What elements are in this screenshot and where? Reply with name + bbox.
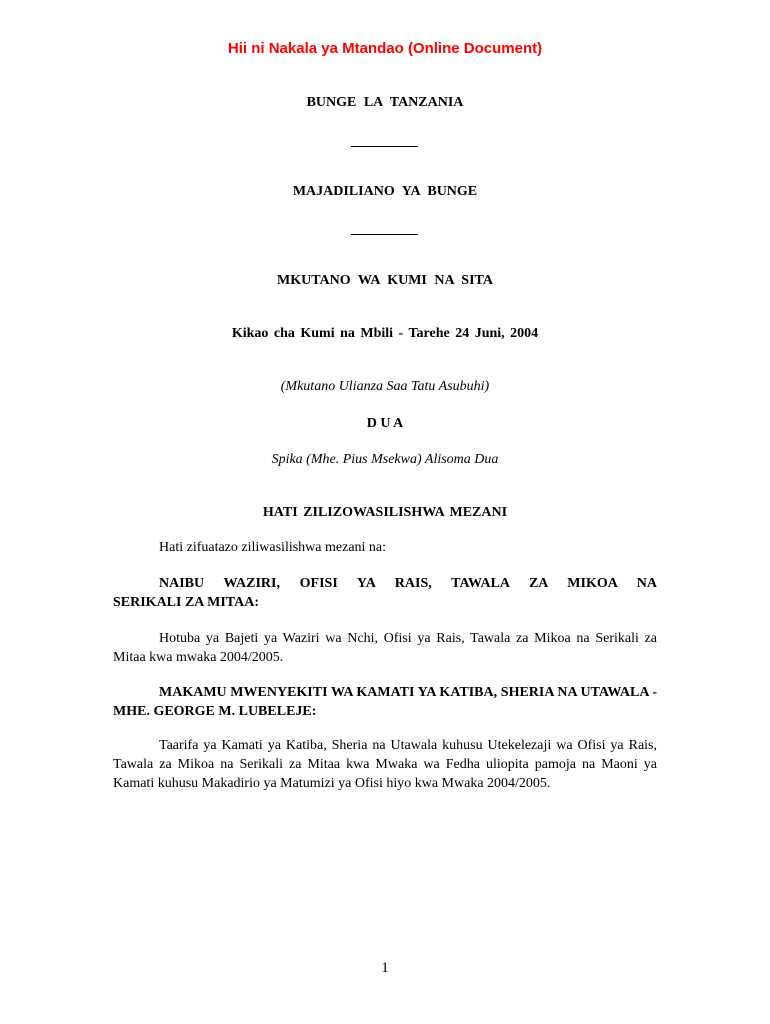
prayer-heading: D U A [366, 416, 404, 431]
item2-document: Taarifa ya Kamati ya Katiba, Sheria na Utawala kuhusu Utekelezaji wa Ofisi ya Rais, Tawala za Mikoa na Serikali za Mitaa kwa Mwaka wa Fedha uliopita pamoja na Maoni ya Kamati kuhusu Makadirio ya Matumizi ya Ofisi hiyo kwa Mwaka 2004/2005. [113, 738, 657, 791]
start-time-note: (Mkutano Ulianza Saa Tatu Asubuhi) [280, 379, 490, 394]
item1-document: Hotuba ya Bajeti ya Waziri wa Nchi, Ofisi ya Rais, Tawala za Mikoa na Serikali za Mitaa kwa mwaka 2004/2005. [113, 631, 657, 665]
online-document-banner: Hii ni Nakala ya Mtandao (Online Document) [227, 40, 543, 57]
prayer-note: Spika (Mhe. Pius Msekwa) Alisoma Dua [271, 452, 499, 467]
item2-presenter: MAKAMU MWENYEKITI WA KAMATI YA KATIBA, SHERIA NA UTAWALA - MHE. GEORGE M. LUBELEJE: [113, 685, 657, 719]
meeting-title: MKUTANO WA KUMI NA SITA [277, 273, 493, 288]
documents-intro: Hati zifuatazo ziliwasilishwa mezani na: [159, 540, 387, 555]
item1-presenter-line2: SERIKALI ZA MITAA: [113, 595, 259, 610]
divider [351, 146, 418, 147]
parliament-title: BUNGE LA TANZANIA [306, 95, 464, 110]
item1-presenter-line1: NAIBU WAZIRI, OFISI YA RAIS, TAWALA ZA MIKOA NA [159, 576, 657, 591]
documents-heading: HATI ZILIZOWASILISHWA MEZANI [262, 505, 508, 520]
session-line: Kikao cha Kumi na Mbili - Tarehe 24 Juni, 2004 [231, 326, 539, 341]
debates-title: MAJADILIANO YA BUNGE [292, 184, 478, 199]
page-number: 1 [381, 960, 389, 976]
divider [351, 234, 418, 235]
